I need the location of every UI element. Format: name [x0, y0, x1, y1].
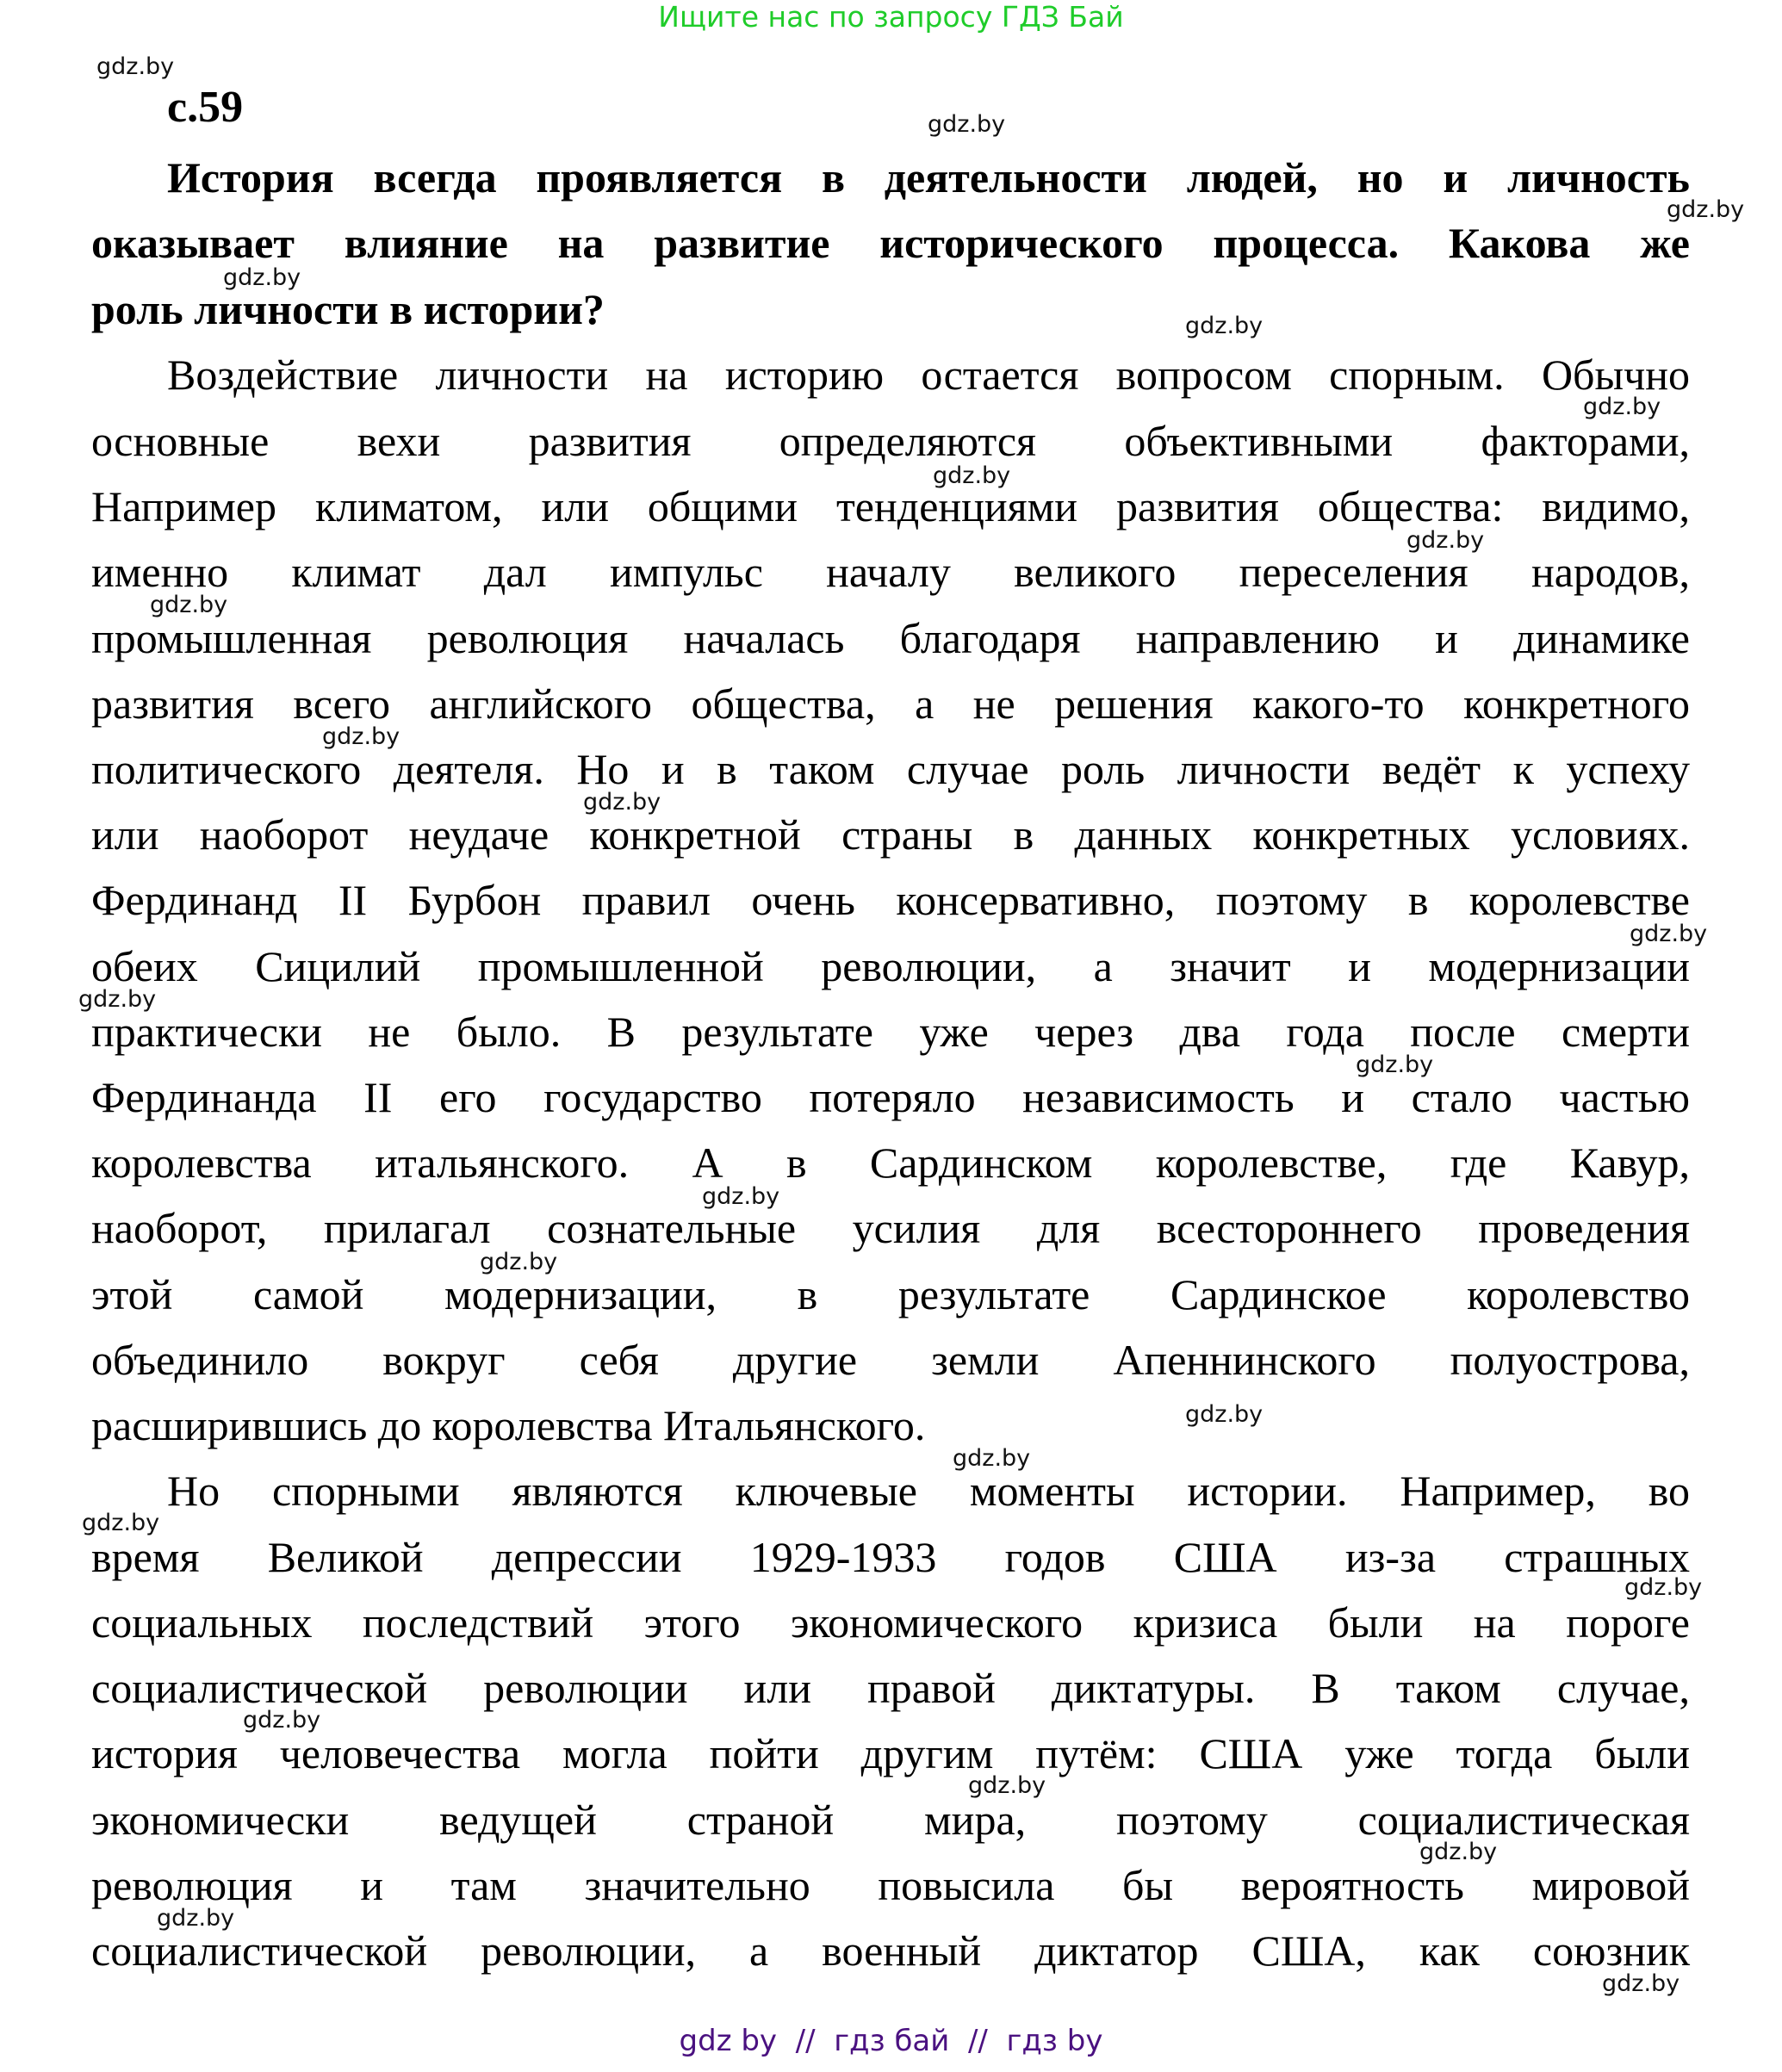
footer-banner[interactable]: gdz by // гдз бай // гдз by	[679, 2024, 1103, 2058]
watermark: gdz.by	[480, 1249, 558, 1275]
answer-line: Фердинанда II его государство потеряло независимость и стало частью	[91, 1073, 1690, 1121]
watermark: gdz.by	[157, 1905, 235, 1932]
watermark: gdz.by	[953, 1445, 1031, 1472]
answer-line: практически не было. В результате уже через два года после смерти	[91, 1008, 1690, 1056]
watermark: gdz.by	[1602, 1970, 1680, 1997]
answer-line: социалистической революции, а военный диктатор США, как союзник	[91, 1926, 1690, 1975]
watermark: gdz.by	[82, 1510, 160, 1536]
watermark: gdz.by	[583, 789, 661, 816]
watermark: gdz.by	[928, 111, 1006, 138]
question-line: История всегда проявляется в деятельности людей, но и личность	[167, 153, 1690, 202]
answer-line: расширившись до королевства Итальянского.	[91, 1401, 926, 1449]
watermark: gdz.by	[968, 1772, 1046, 1799]
watermark: gdz.by	[1630, 921, 1708, 947]
watermark: gdz.by	[1356, 1052, 1434, 1078]
answer-line: королевства итальянского. А в Сардинском королевстве, где Кавур,	[91, 1138, 1690, 1187]
answer-line: этой самой модернизации, в результате Сардинское королевство	[91, 1270, 1690, 1318]
page-number: с.59	[167, 83, 244, 132]
watermark: gdz.by	[702, 1183, 780, 1210]
answer-line: развития всего английского общества, а не решения какого-то конкретного	[91, 679, 1690, 728]
watermark: gdz.by	[150, 592, 228, 618]
watermark: gdz.by	[1185, 1401, 1264, 1428]
answer-line: политического деятеля. Но и в таком случае роль личности ведёт к успеху	[91, 745, 1690, 793]
watermark: gdz.by	[96, 53, 175, 80]
answer-line: социальных последствий этого экономического кризиса были на пороге	[91, 1598, 1690, 1647]
watermark: gdz.by	[322, 723, 400, 750]
answer-line: объединило вокруг себя другие земли Апеннинского полуострова,	[91, 1336, 1690, 1384]
question-line: оказывает влияние на развитие исторического процесса. Какова же	[91, 219, 1690, 267]
question-line: роль личности в истории?	[91, 285, 605, 333]
answer-line: или наоборот неудаче конкретной страны в данных конкретных условиях.	[91, 810, 1690, 859]
answer-line: экономически ведущей страной мира, поэтому социалистическая	[91, 1796, 1690, 1844]
watermark: gdz.by	[1667, 196, 1745, 223]
answer-line: революция и там значительно повысила бы вероятность мировой	[91, 1861, 1690, 1909]
answer-line: социалистической революции или правой диктатуры. В таком случае,	[91, 1664, 1690, 1712]
watermark: gdz.by	[1419, 1839, 1498, 1865]
watermark: gdz.by	[1406, 527, 1485, 554]
watermark: gdz.by	[933, 462, 1011, 489]
answer-line: история человечества могла пойти другим путём: США уже тогда были	[91, 1729, 1690, 1777]
answer-line: наоборот, прилагал сознательные усилия для всестороннего проведения	[91, 1204, 1690, 1252]
answer-line: именно климат дал импульс началу великого переселения народов,	[91, 548, 1690, 596]
watermark: gdz.by	[1583, 394, 1661, 420]
answer-line: Например климатом, или общими тенденциями развития общества: видимо,	[91, 482, 1690, 530]
answer-line: Фердинанд II Бурбон правил очень консервативно, поэтому в королевстве	[91, 876, 1690, 924]
watermark: gdz.by	[1624, 1574, 1703, 1601]
watermark: gdz.by	[78, 986, 157, 1013]
answer-line: время Великой депрессии 1929-1933 годов США из-за страшных	[91, 1533, 1690, 1581]
answer-line: основные вехи развития определяются объективными факторами,	[91, 417, 1690, 465]
answer-line: Но спорными являются ключевые моменты истории. Например, во	[167, 1467, 1690, 1515]
answer-line: промышленная революция началась благодаря направлению и динамике	[91, 614, 1690, 662]
header-banner[interactable]: Ищите нас по запросу ГДЗ Бай	[658, 0, 1124, 34]
answer-line: обеих Сицилий промышленной революции, а значит и модернизации	[91, 942, 1690, 990]
watermark: gdz.by	[1185, 313, 1264, 339]
watermark: gdz.by	[223, 264, 301, 291]
watermark: gdz.by	[243, 1707, 321, 1734]
answer-line: Воздействие личности на историю остается вопросом спорным. Обычно	[167, 351, 1690, 399]
